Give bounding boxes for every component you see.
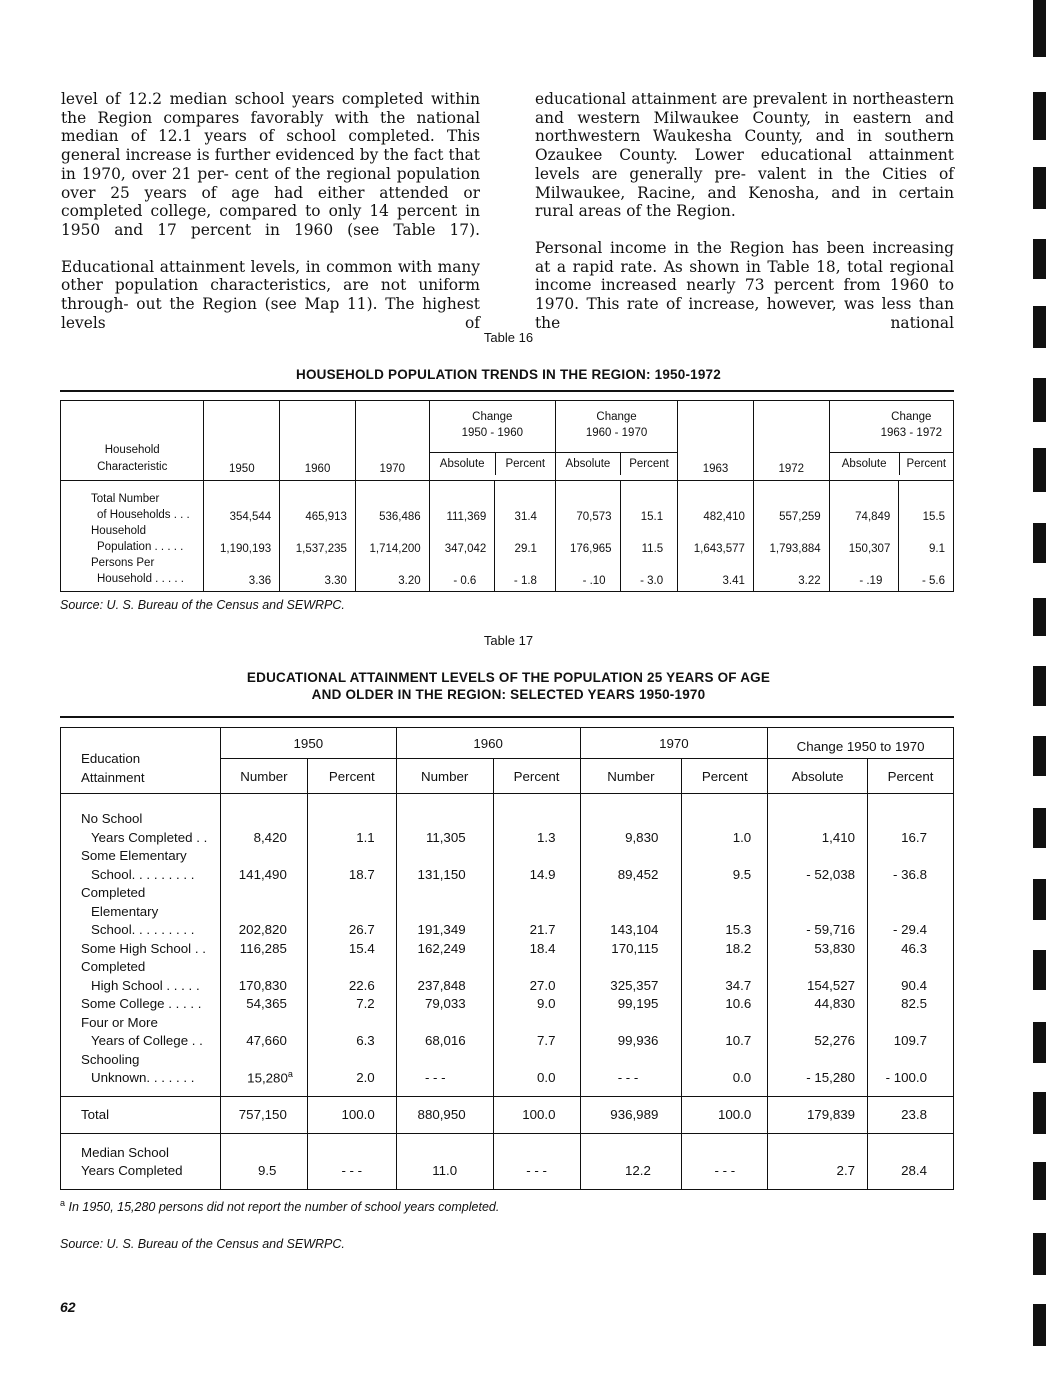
table-17-footnote xyxy=(60,1198,499,1214)
table-cell: 354,544 xyxy=(204,491,280,523)
header-text: Characteristic xyxy=(97,461,168,473)
year-1960-header: 1960 xyxy=(396,728,580,759)
table-cell: 11.5 xyxy=(620,523,678,555)
table-17-top-rule xyxy=(60,716,954,718)
table-cell: - 36.8 xyxy=(868,847,954,884)
table-17-source: Source: U. S. Bureau of the Census and SEWRPC. xyxy=(60,1237,345,1251)
table-cell: 70,573 xyxy=(555,491,620,523)
table-cell: 68,016 xyxy=(396,1014,493,1051)
footnote-marker: a xyxy=(287,1068,293,1079)
table-cell: 9.1 xyxy=(899,523,954,555)
table-cell: 34.7 xyxy=(682,958,768,995)
table-row xyxy=(61,1051,954,1097)
row-label-line: Unknown. . . . . . . xyxy=(91,1070,195,1085)
row-label: Some College . . . . . xyxy=(81,996,202,1011)
table-cell: 10.6 xyxy=(682,995,768,1014)
row-label-line: No School xyxy=(81,811,143,826)
row-label xyxy=(61,958,221,995)
table-cell: 1.3 xyxy=(493,810,580,847)
table-median-row xyxy=(61,1133,954,1189)
header-text: 1960 - 1970 xyxy=(585,427,648,439)
registration-mark xyxy=(1033,666,1046,706)
row-label-line: Completed xyxy=(81,959,146,974)
table-cell: 44,830 xyxy=(768,995,868,1014)
table-row xyxy=(61,523,954,555)
row-label: Some High School . . xyxy=(81,940,206,956)
row-label-line: Completed xyxy=(81,885,146,900)
table-cell: 3.41 xyxy=(678,555,754,592)
table-cell: 170,830 xyxy=(220,958,307,995)
table-cell: - 59,716 xyxy=(768,884,868,940)
registration-mark xyxy=(1033,167,1046,209)
row-label-line: Median School xyxy=(81,1144,169,1160)
column-header: 1972 xyxy=(753,401,829,481)
table-total-row xyxy=(61,1096,954,1133)
row-label-line: Household . . . . . xyxy=(97,573,184,585)
table-cell: 23.8 xyxy=(868,1096,954,1133)
table-cell: 8,420 xyxy=(220,810,307,847)
column-header: 1970 xyxy=(355,401,429,481)
table-cell: 1,793,884 xyxy=(753,523,829,555)
table-cell: 100.0 xyxy=(682,1096,768,1133)
footnote-marker: a xyxy=(60,1198,66,1208)
row-label-line: Four or More xyxy=(81,1014,158,1030)
table-16 xyxy=(60,400,954,592)
table-cell: 116,285 xyxy=(220,940,307,959)
household-characteristic-header xyxy=(61,401,204,481)
table-cell: 18.2 xyxy=(682,940,768,959)
header-text: 1963 - 1972 xyxy=(880,427,943,439)
registration-mark xyxy=(1033,239,1046,279)
table-cell: 31.4 xyxy=(495,491,556,523)
absolute-subheader: Absolute xyxy=(565,458,611,470)
table-cell: - 100.0 xyxy=(868,1051,954,1097)
registration-mark xyxy=(1033,523,1046,563)
table-cell: 15.4 xyxy=(307,940,396,959)
registration-mark xyxy=(1033,950,1046,990)
table-cell: 0.0 xyxy=(682,1051,768,1097)
table-cell: 100.0 xyxy=(307,1096,396,1133)
row-label xyxy=(61,1014,221,1051)
table-cell: 100.0 xyxy=(493,1096,580,1133)
table-cell: 29.1 xyxy=(495,523,556,555)
table-cell: 15.3 xyxy=(682,884,768,940)
table-cell: - 5.6 xyxy=(899,555,954,592)
table-cell: - - - xyxy=(682,1133,768,1189)
row-label-line: Years of College . . xyxy=(91,1033,203,1048)
table-cell: - 1.8 xyxy=(495,555,556,592)
percent-subheader: Percent xyxy=(307,759,396,794)
row-label-line: Total Number xyxy=(91,493,160,505)
table-cell: 1,190,193 xyxy=(204,523,280,555)
table-16-header-row xyxy=(61,401,954,481)
row-label-line: Years Completed . . xyxy=(91,829,208,845)
row-label xyxy=(61,491,204,523)
table-cell: 99,195 xyxy=(580,995,682,1014)
year-1950-header: 1950 xyxy=(220,728,396,759)
table-cell: 26.7 xyxy=(307,884,396,940)
table-cell: 1.1 xyxy=(307,810,396,847)
body-paragraph: Educational attainment levels, in common with many other population characteristics, are not uniform through- out the Region (see Map 11). The highest levels of xyxy=(61,257,480,332)
table-cell: 9.5 xyxy=(220,1133,307,1189)
absolute-subheader: Absolute xyxy=(768,759,868,794)
table-17-spacer-row xyxy=(61,794,954,811)
table-row xyxy=(61,491,954,523)
table-cell: - 0.6 xyxy=(429,555,495,592)
table-row xyxy=(61,810,954,847)
header-text: Attainment xyxy=(81,770,145,785)
percent-subheader: Percent xyxy=(868,759,954,794)
change-1950-1960-header xyxy=(429,401,555,481)
table-17-title-line: AND OLDER IN THE REGION: SELECTED YEARS 1950-1970 xyxy=(311,687,706,702)
registration-mark xyxy=(1033,1162,1046,1200)
table-row xyxy=(61,995,954,1014)
page-number: 62 xyxy=(60,1299,76,1315)
header-text: Change xyxy=(596,411,637,423)
percent-subheader: Percent xyxy=(493,759,580,794)
table-cell: - 29.4 xyxy=(868,884,954,940)
table-cell: 150,307 xyxy=(829,523,899,555)
table-cell: 191,349 xyxy=(396,884,493,940)
table-cell: 7.2 xyxy=(307,995,396,1014)
table-cell: 53,830 xyxy=(768,940,868,959)
table-cell: 82.5 xyxy=(868,995,954,1014)
table-cell: 52,276 xyxy=(768,1014,868,1051)
row-label xyxy=(61,523,204,555)
table-cell xyxy=(220,1051,307,1097)
number-subheader: Number xyxy=(220,759,307,794)
table-cell: 12.2 xyxy=(580,1133,682,1189)
body-text-left-column xyxy=(61,90,480,350)
absolute-subheader: Absolute xyxy=(439,458,485,470)
row-label-line: School. . . . . . . . . xyxy=(91,866,195,882)
table-16-label: Table 16 xyxy=(483,330,534,345)
table-17-title xyxy=(0,669,1017,703)
number-subheader: Number xyxy=(580,759,682,794)
table-cell: 3.20 xyxy=(355,555,429,592)
table-cell: - 3.0 xyxy=(620,555,678,592)
row-label xyxy=(61,884,221,940)
header-text: Education xyxy=(81,751,141,766)
table-16-source: Source: U. S. Bureau of the Census and SEWRPC. xyxy=(60,598,345,612)
table-cell: - - - xyxy=(307,1133,396,1189)
registration-mark xyxy=(1033,378,1046,422)
row-label-line: Persons Per xyxy=(91,557,155,569)
header-text: Change xyxy=(472,411,513,423)
table-cell: 325,357 xyxy=(580,958,682,995)
table-cell: 465,913 xyxy=(280,491,356,523)
table-cell: 2.7 xyxy=(768,1133,868,1189)
row-label-line: School. . . . . . . . . xyxy=(91,922,195,937)
table-cell: 9.5 xyxy=(682,847,768,884)
table-cell: 141,490 xyxy=(220,847,307,884)
row-label-line: Years Completed xyxy=(81,1163,183,1178)
table-cell: 99,936 xyxy=(580,1014,682,1051)
table-cell: 28.4 xyxy=(868,1133,954,1189)
row-label xyxy=(61,555,204,592)
footnote-text: In 1950, 15,280 persons did not report the number of school years completed. xyxy=(68,1200,500,1215)
column-header: 1963 xyxy=(678,401,754,481)
table-cell: - 52,038 xyxy=(768,847,868,884)
table-row xyxy=(61,1014,954,1051)
table-row xyxy=(61,555,954,592)
table-cell: - .19 xyxy=(829,555,899,592)
body-paragraph: level of 12.2 median school years completed within the Region compares favorably with the national median of 12.1 years of school completed. This general increase is further evidenced by the fact that in 1970, over 21 per- cent of the regional population over 25 years of age had either attended or completed college, compared to only 14 percent in 1950 and 17 percent in 1960 (see Table 17). xyxy=(61,90,480,239)
table-17-title-line: EDUCATIONAL ATTAINMENT LEVELS OF THE POPULATION 25 YEARS OF AGE xyxy=(246,670,771,685)
row-label-line: Household xyxy=(91,525,146,537)
header-text: Change xyxy=(891,411,932,423)
row-label xyxy=(61,1133,221,1189)
percent-subheader: Percent xyxy=(620,453,677,475)
table-17 xyxy=(60,727,954,1190)
table-cell: - - - xyxy=(396,1051,493,1097)
table-cell: 90.4 xyxy=(868,958,954,995)
table-16-top-rule xyxy=(60,390,954,392)
change-1963-1972-header xyxy=(829,401,953,481)
table-cell: 11.0 xyxy=(396,1133,493,1189)
table-cell: 79,033 xyxy=(396,995,493,1014)
table-row xyxy=(61,958,954,995)
registration-mark xyxy=(1033,1304,1046,1346)
table-cell: 202,820 xyxy=(220,884,307,940)
table-cell: 7.7 xyxy=(493,1014,580,1051)
table-row xyxy=(61,940,954,959)
table-cell: 179,839 xyxy=(768,1096,868,1133)
table-cell: 154,527 xyxy=(768,958,868,995)
table-cell: 162,249 xyxy=(396,940,493,959)
table-16-title: HOUSEHOLD POPULATION TRENDS IN THE REGION: 1950-1972 xyxy=(296,367,721,382)
body-text-right-column xyxy=(535,90,954,350)
table-cell: 1,537,235 xyxy=(280,523,356,555)
table-17-header-row xyxy=(61,728,954,759)
table-cell: 27.0 xyxy=(493,958,580,995)
header-text: Household xyxy=(104,444,160,456)
table-cell: 131,150 xyxy=(396,847,493,884)
table-cell: 757,150 xyxy=(220,1096,307,1133)
table-cell: 111,369 xyxy=(429,491,495,523)
table-row xyxy=(61,847,954,884)
table-cell: 18.4 xyxy=(493,940,580,959)
table-cell: 22.6 xyxy=(307,958,396,995)
table-cell: 237,848 xyxy=(396,958,493,995)
table-cell: 46.3 xyxy=(868,940,954,959)
row-label-line: Population . . . . . xyxy=(97,541,184,553)
body-paragraph: educational attainment are prevalent in northeastern and western Milwaukee County, in eastern and northwestern Waukesha County, and in southern Ozaukee County. Lower educational attainment levels are generally pre- valent in the Cities of Milwaukee, Racine, and Kenosha, and in certain rural areas of the Region. xyxy=(535,90,954,221)
table-cell: 1,643,577 xyxy=(678,523,754,555)
registration-mark xyxy=(1033,0,1046,57)
table-cell: - - - xyxy=(493,1133,580,1189)
table-cell: 21.7 xyxy=(493,884,580,940)
registration-mark xyxy=(1033,1092,1046,1134)
row-label xyxy=(61,810,221,847)
table-cell: 18.7 xyxy=(307,847,396,884)
table-cell: 74,849 xyxy=(829,491,899,523)
table-cell: 557,259 xyxy=(753,491,829,523)
education-attainment-header xyxy=(61,728,221,794)
row-label: Total xyxy=(61,1096,221,1133)
table-cell: 143,104 xyxy=(580,884,682,940)
cell-value: 15,280 xyxy=(247,1070,288,1085)
table-cell: - .10 xyxy=(555,555,620,592)
table-cell: 3.36 xyxy=(204,555,280,592)
row-label-line: Some Elementary xyxy=(81,848,187,863)
absolute-subheader: Absolute xyxy=(841,458,887,470)
table-cell: 9,830 xyxy=(580,810,682,847)
body-paragraph: Personal income in the Region has been increasing at a rapid rate. As shown in Table 18, total regional income increased nearly 73 percent from 1960 to 1970. This rate of increase, however, was less than the national xyxy=(535,238,954,332)
registration-mark xyxy=(1033,92,1046,140)
table-cell: 1,714,200 xyxy=(355,523,429,555)
row-label-line: of Households . . . xyxy=(97,509,190,521)
table-cell: - - - xyxy=(580,1051,682,1097)
registration-mark xyxy=(1033,1022,1046,1063)
table-cell: 1.0 xyxy=(682,810,768,847)
table-cell: 176,965 xyxy=(555,523,620,555)
row-label-line: High School . . . . . xyxy=(91,977,200,993)
table-cell: - 15,280 xyxy=(768,1051,868,1097)
registration-mark xyxy=(1033,306,1046,348)
table-cell: 15.5 xyxy=(899,491,954,523)
row-label xyxy=(61,1051,221,1097)
table-cell: 89,452 xyxy=(580,847,682,884)
number-subheader: Number xyxy=(396,759,493,794)
registration-mark xyxy=(1033,1233,1046,1275)
table-cell: 482,410 xyxy=(678,491,754,523)
table-cell: 14.9 xyxy=(493,847,580,884)
table-cell: 347,042 xyxy=(429,523,495,555)
percent-subheader: Percent xyxy=(495,453,555,475)
row-label xyxy=(61,847,221,884)
registration-mark xyxy=(1033,448,1046,492)
table-cell: 3.30 xyxy=(280,555,356,592)
table-cell: 1,410 xyxy=(768,810,868,847)
table-cell: 536,486 xyxy=(355,491,429,523)
registration-mark xyxy=(1033,598,1046,636)
column-header: 1950 xyxy=(204,401,280,481)
table-17-label: Table 17 xyxy=(483,633,534,648)
table-cell: 2.0 xyxy=(307,1051,396,1097)
table-cell: 16.7 xyxy=(868,810,954,847)
row-label-line: Schooling xyxy=(81,1051,140,1067)
change-1950-1970-header: Change 1950 to 1970 xyxy=(768,728,954,759)
registration-mark xyxy=(1033,879,1046,920)
table-cell: 15.1 xyxy=(620,491,678,523)
column-header: 1960 xyxy=(280,401,356,481)
table-cell: 3.22 xyxy=(753,555,829,592)
table-cell: 47,660 xyxy=(220,1014,307,1051)
table-row xyxy=(61,884,954,940)
header-text: 1950 - 1960 xyxy=(461,427,523,439)
year-1970-header: 1970 xyxy=(580,728,768,759)
table-cell: 6.3 xyxy=(307,1014,396,1051)
table-cell: 109.7 xyxy=(868,1014,954,1051)
change-1960-1970-header xyxy=(555,401,677,481)
table-cell: 10.7 xyxy=(682,1014,768,1051)
percent-subheader: Percent xyxy=(899,453,953,475)
registration-mark xyxy=(1033,736,1046,776)
table-cell: 0.0 xyxy=(493,1051,580,1097)
table-cell: 170,115 xyxy=(580,940,682,959)
percent-subheader: Percent xyxy=(682,759,768,794)
table-16-spacer-row xyxy=(61,481,954,492)
table-cell: 880,950 xyxy=(396,1096,493,1133)
table-cell: 11,305 xyxy=(396,810,493,847)
table-cell: 9.0 xyxy=(493,995,580,1014)
table-cell: 936,989 xyxy=(580,1096,682,1133)
row-label-line: Elementary xyxy=(91,903,159,919)
table-cell: 54,365 xyxy=(220,995,307,1014)
registration-mark xyxy=(1033,808,1046,848)
